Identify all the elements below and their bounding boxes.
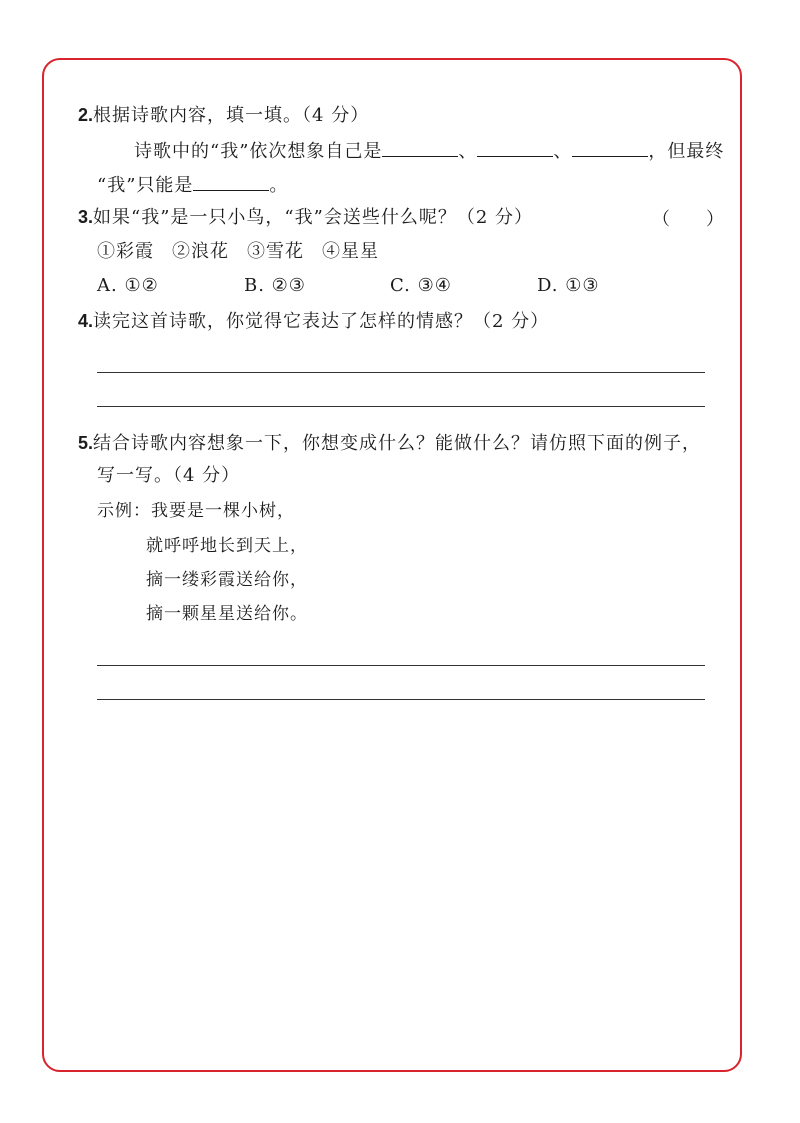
q5-example-label: 示例：	[97, 501, 151, 521]
question-3-prompt: 如果“我”是一只小鸟，“我”会送些什么呢？（2 分）	[93, 207, 533, 228]
q5-example-line-2: 就呼呼地长到天上，	[146, 536, 308, 556]
q2-line2-end: 。	[269, 175, 289, 196]
q5-example-line-3: 摘一缕彩霞送给你，	[146, 570, 308, 590]
q3-item-3: ③雪花	[247, 241, 304, 262]
q2-line1-text: 诗歌中的“我”依次想象自己是	[134, 141, 383, 162]
question-2-line-2	[97, 172, 288, 198]
question-2-prompt: 根据诗歌内容，填一填。（4 分）	[93, 105, 370, 126]
q3-option-b[interactable]: B. ②③	[244, 275, 306, 296]
question-3-heading	[78, 205, 533, 230]
q5-answer-line-1[interactable]	[97, 665, 705, 666]
q2-blank-4[interactable]	[193, 172, 269, 191]
q3-item-2: ②浪花	[172, 241, 229, 262]
question-4-number: 4.	[78, 311, 94, 331]
question-4-prompt: 读完这首诗歌，你觉得它表达了怎样的情感？（2 分）	[93, 311, 550, 332]
q2-blank-3[interactable]	[572, 138, 648, 157]
q2-sep-2: 、	[553, 141, 573, 162]
q5-example-first	[97, 499, 295, 523]
question-2-line-1	[134, 138, 724, 164]
q5-example-line-1: 我要是一棵小树，	[151, 501, 295, 521]
question-5-number: 5.	[78, 433, 94, 453]
question-3-answer-paren[interactable]: （ ）	[652, 209, 724, 230]
question-3-number: 3.	[78, 207, 94, 227]
q3-item-1: ①彩霞	[97, 241, 154, 262]
q4-answer-line-1[interactable]	[97, 372, 705, 373]
q2-sep-1: 、	[458, 141, 478, 162]
q3-option-c[interactable]: C. ③④	[390, 275, 452, 296]
q2-line1-end: ，但最终	[648, 141, 725, 162]
q4-answer-line-2[interactable]	[97, 406, 705, 407]
question-4-heading	[78, 309, 549, 334]
question-3-items	[97, 240, 379, 264]
q2-blank-1[interactable]	[382, 138, 458, 157]
q5-answer-line-2[interactable]	[97, 699, 705, 700]
q3-item-4: ④星星	[322, 241, 379, 262]
q2-line2-text: “我”只能是	[97, 175, 194, 196]
q2-blank-2[interactable]	[477, 138, 553, 157]
q3-option-a[interactable]: A. ①②	[97, 275, 159, 296]
question-2-heading	[78, 103, 369, 128]
q3-option-d[interactable]: D. ①③	[537, 275, 600, 296]
question-2-number: 2.	[78, 105, 94, 125]
question-5-prompt-line-1: 结合诗歌内容想象一下，你想变成什么？能做什么？请仿照下面的例子，	[93, 433, 702, 454]
q5-example-line-4: 摘一颗星星送给你。	[146, 604, 308, 624]
question-5-prompt-line-2: 写一写。（4 分）	[97, 465, 241, 486]
question-5-heading	[78, 431, 701, 456]
